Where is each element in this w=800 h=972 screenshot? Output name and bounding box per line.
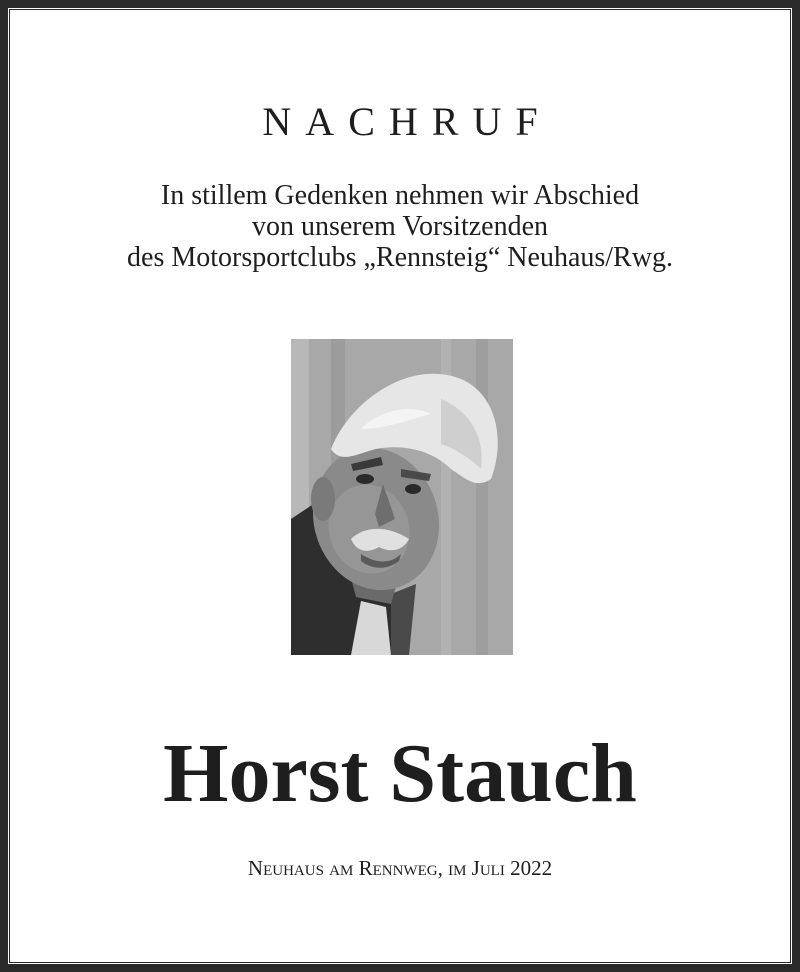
intro-line: des Motorsportclubs „Rennsteig“ Neuhaus/Rwg. <box>127 242 673 273</box>
portrait-photo <box>291 339 513 655</box>
intro-line: von unserem Vorsitzenden <box>251 211 549 242</box>
notice-inner-frame <box>8 8 792 964</box>
notice-heading: NACHRUF <box>262 99 552 144</box>
intro-text <box>10 180 790 273</box>
deceased-name: Horst Stauch <box>163 727 637 820</box>
intro-line: In stillem Gedenken nehmen wir Abschied <box>160 180 640 211</box>
place-and-date: Neuhaus am Rennweg, im Juli 2022 <box>247 856 553 880</box>
